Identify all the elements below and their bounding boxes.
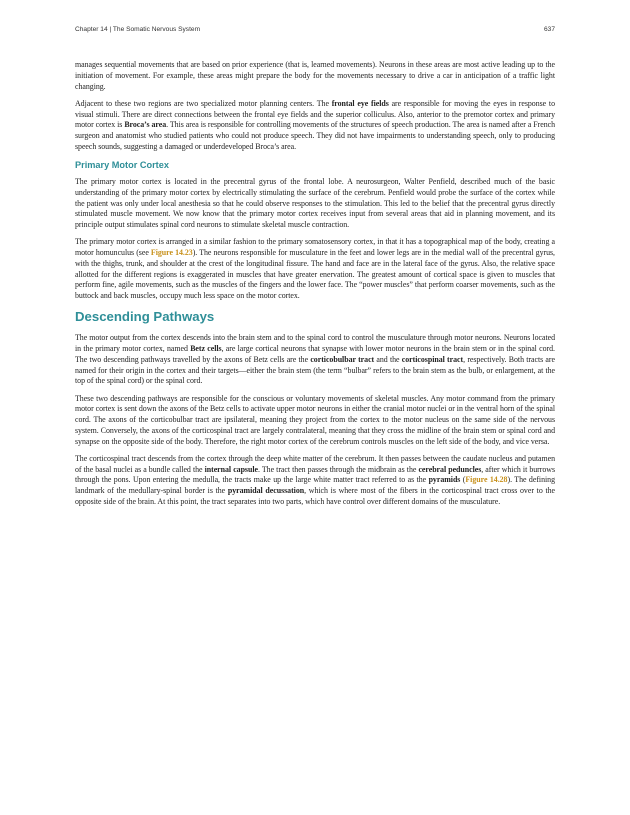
paragraph-6: These two descending pathways are responsible for the conscious or voluntary movements of skeletal muscles. Any motor command from the primary motor cortex is sent down the axons of the Betz cells to activate upper motor neurons in either the cranial motor nuclei or in the ventral horn of the spinal cord. The axons of the corticobulbar tract are ipsilateral, meaning they project from the cortex to the motor nucleus on the same side of the nervous system. Conversely, the axons of the corticospinal tract are largely contralateral, meaning that they cross the midline of the brain stem or spinal cord and synapse on the opposite side of the body. Therefore, the right motor cortex of the cerebrum controls muscles on the left side of the body, and vice versa. <box>75 393 555 446</box>
text-run: Adjacent to these two regions are two specialized motor planning centers. The <box>75 98 332 108</box>
text-run: and the <box>374 354 402 364</box>
figure-link-14-28[interactable]: Figure 14.28 <box>465 475 508 485</box>
term-pyramidal-decussation: pyramidal decussation <box>227 486 305 495</box>
text-run: , respectively. Both tracts are named for their origin in the cortex and their targets—either the brain stem (the term “bulbar” refers to the brain stem as the bulb, or enlargement, at the top of the spinal cord) or the spinal cord. <box>75 354 555 386</box>
term-internal-capsule: internal capsule <box>204 464 258 474</box>
text-run: ). The defining landmark of the medullary-spinal border is the <box>75 475 555 495</box>
text-run: , are large cortical neurons that synapse with lower motor neurons in the brain stem or in the spinal cord. The two descending pathways travelled by the axons of Betz cells are the <box>75 344 555 364</box>
text-run: ). The neurons responsible for musculature in the feet and lower legs are in the medial wall of the precentral gyrus, with the thighs, trunk, and shoulder at the crest of the longitudinal fissure. The hand and face are in the lateral face of the gyrus. Also, the relative space allotted for the different regions is exaggerated in muscles that have greater enervation. The greatest amount of cortical space is given to muscles that perform fine, agile movements, such as the muscles of the fingers and the lower face. The “power muscles” that perform coarser movements, such as the buttock and back muscles, occupy much less space on the motor cortex. <box>75 248 555 300</box>
body-content <box>75 60 555 514</box>
term-corticospinal-tract: corticospinal tract <box>401 354 464 364</box>
term-pyramids: pyramids <box>428 475 461 485</box>
text-run: The corticospinal tract descends from the cortex through the deep white matter of the cerebrum. It then passes between the caudate nucleus and putamen of the basal nuclei as a bundle called the <box>75 453 555 474</box>
paragraph-7 <box>75 454 555 508</box>
paragraph-2 <box>75 99 555 153</box>
text-run: . This area is responsible for controlling movements of the structures of speech production. The area is named after a French surgeon and anatomist who studied patients who could not produce speech. They did not have impairments to understanding speech, only to producing speech sounds, suggesting a damaged or underdeveloped Broca’s area. <box>75 120 555 151</box>
term-corticobulbar-tract: corticobulbar tract <box>310 354 375 364</box>
text-run: , which is where most of the fibers in the corticospinal tract cross over to the opposite side of the brain. At this point, the tract separates into two parts, which have control over different domains of the musculature. <box>75 486 556 506</box>
section-heading-descending-pathways: Descending Pathways <box>75 309 215 325</box>
section-heading-primary-motor-cortex: Primary Motor Cortex <box>75 160 169 170</box>
text-run: The motor output from the cortex descends into the brain stem and to the spinal cord to control the musculature through motor neurons. Neurons located in the primary motor cortex, named <box>75 333 555 353</box>
text-run: , after which it burrows through the pons. Upon entering the medulla, the tracts make up the large white matter tract referred to as the <box>75 464 556 485</box>
term-frontal-eye-fields: frontal eye fields <box>331 98 389 108</box>
page-number: 637 <box>543 26 555 33</box>
term-brocas-area: Broca’s area <box>124 120 167 130</box>
paragraph-4 <box>75 237 555 302</box>
paragraph-5 <box>75 333 555 387</box>
term-cerebral-peduncles: cerebral peduncles <box>418 464 482 474</box>
paragraph-3: The primary motor cortex is located in the precentral gyrus of the frontal lobe. A neurosurgeon, Walter Penfield, described much of the basic understanding of the primary motor cortex by electrically stimulating the surface of the cerebrum. Penfield would probe the surface of the cortex while the patient was only under local anesthesia so that he could observe responses to the stimulation. This led to the belief that the precentral gyrus directly stimulated muscle movement. We now know that the primary motor cortex receives input from several areas that aid in planning movement, and its principle output stimulates spinal cord neurons to stimulate skeletal muscle contraction. <box>75 177 555 229</box>
text-run: ( <box>460 475 466 485</box>
text-run: are responsible for moving the eyes in response to visual stimuli. There are direct connections between the frontal eye fields and the superior colliculus. Also, anterior to the premotor cortex and primary motor cortex is <box>75 98 555 130</box>
paragraph-1: manages sequential movements that are based on prior experience (that is, learned movements). Neurons in these areas are most active leading up to the initiation of movement. For example, these areas might prepare the body for the movements necessary to drive a car in anticipation of a traffic light changing. <box>75 60 555 91</box>
figure-link-14-23[interactable]: Figure 14.23 <box>150 248 193 257</box>
chapter-label: Chapter 14 | The Somatic Nervous System <box>75 26 201 33</box>
term-betz-cells: Betz cells <box>190 344 222 353</box>
text-run: . The tract then passes through the midbrain as the <box>257 464 419 474</box>
running-header <box>75 26 555 33</box>
text-run: The primary motor cortex is arranged in a similar fashion to the primary somatosensory cortex, in that it has a topographical map of the body, creating a motor homunculus (see <box>75 237 555 257</box>
